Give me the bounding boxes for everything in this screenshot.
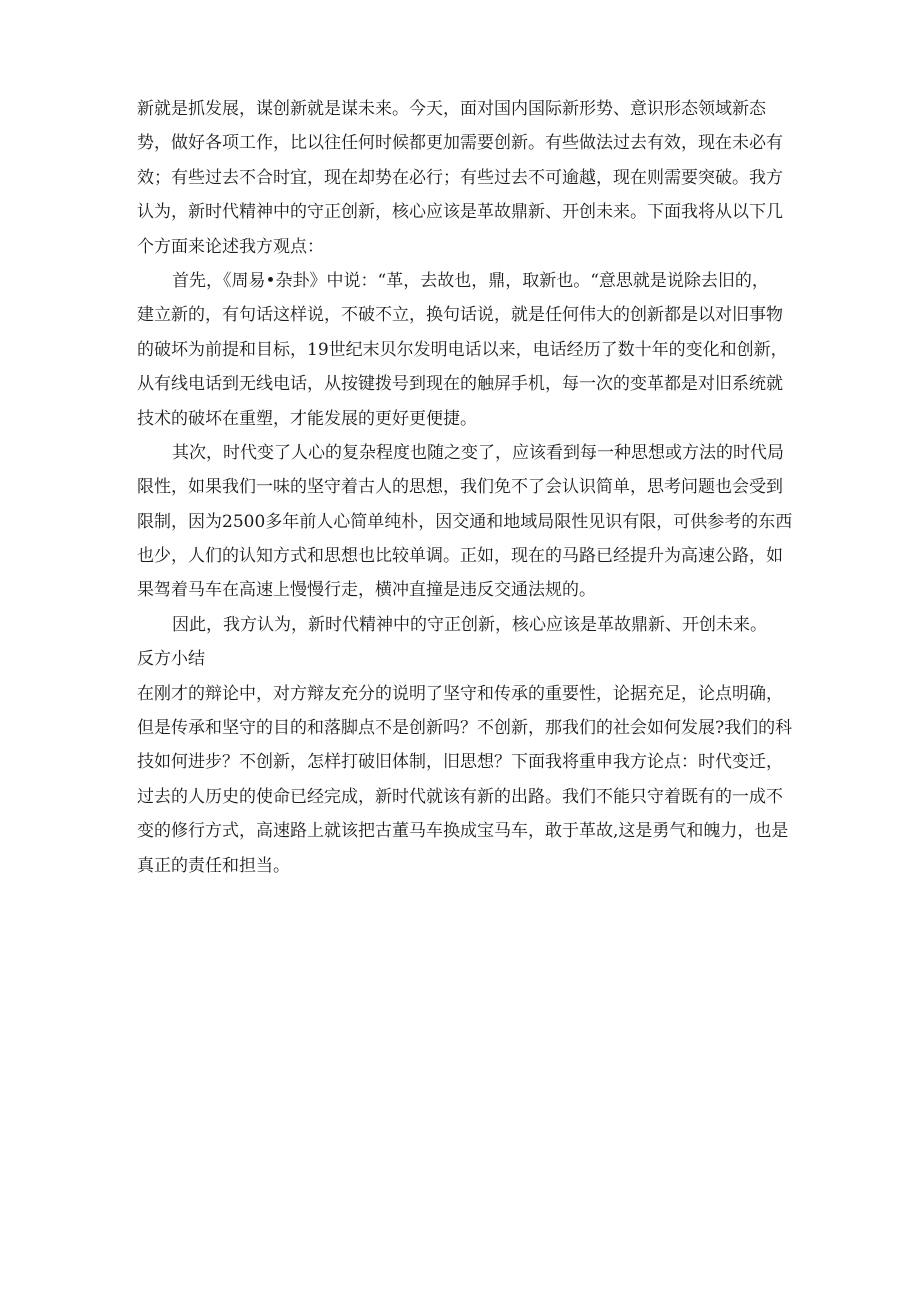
text-line: 在刚才的辩论中，对方辩友充分的说明了坚守和传承的重要性，论据充足，论点明确， bbox=[137, 683, 783, 704]
text-line: 变的修行方式，高速路上就该把古董马车换成宝马车，敢于革故,这是勇气和魄力，也是 bbox=[137, 821, 789, 842]
text-line: 势，做好各项工作，比以往任何时候都更加需要创新。有些做法过去有效，现在未必有 bbox=[137, 133, 783, 154]
text-line: 限制，因为2500多年前人心简单纯朴，因交通和地域局限性见识有限，可供参考的东西 bbox=[137, 511, 793, 532]
text-line: 技术的破坏在重塑，才能发展的更好更便捷。 bbox=[137, 408, 477, 429]
text-line: 真正的责任和担当。 bbox=[137, 855, 290, 876]
text-line: 效；有些过去不合时宜，现在却势在必行；有些过去不可逾越，现在则需要突破。我方 bbox=[137, 167, 783, 188]
text-line: 个方面来论述我方观点： bbox=[137, 236, 324, 257]
text-line: 认为，新时代精神中的守正创新，核心应该是革故鼎新、开创未来。下面我将从以下几 bbox=[137, 202, 783, 223]
text-line: 技如何进步？不创新，怎样打破旧体制，旧思想？下面我将重申我方论点：时代变迁， bbox=[137, 752, 783, 773]
text-line: 也少，人们的认知方式和思想也比较单调。正如，现在的马路已经提升为高速公路，如 bbox=[137, 546, 783, 567]
text-line: 新就是抓发展，谋创新就是谋未来。今天，面对国内国际新形势、意识形态领域新态 bbox=[137, 99, 766, 119]
text-line: 因此，我方认为，新时代精神中的守正创新，核心应该是革故鼎新、开创未来。 bbox=[172, 614, 767, 635]
text-line: 从有线电话到无线电话，从按键拨号到现在的触屏手机，每一次的变革都是对旧系统就 bbox=[137, 374, 783, 395]
text-line: 的破坏为前提和目标，19世纪末贝尔发明电话以来，电话经历了数十年的变化和创新， bbox=[137, 339, 788, 360]
text-line: 建立新的，有句话这样说，不破不立，换句话说，就是任何伟大的创新都是以对旧事物 bbox=[137, 305, 783, 326]
text-line: 其次，时代变了人心的复杂程度也随之变了，应该看到每一种思想或方法的时代局 bbox=[172, 442, 784, 463]
text-line: 限性，如果我们一味的坚守着古人的思想，我们免不了会认识简单，思考问题也会受到 bbox=[137, 477, 783, 498]
text-line: 反方小结 bbox=[137, 649, 205, 670]
text-line: 但是传承和坚守的目的和落脚点不是创新吗？不创新，那我们的社会如何发展?我们的科 bbox=[137, 718, 793, 739]
text-line: 首先，《周易•杂卦》中说：“革，去故也，鼎，取新也。“意思就是说除去旧的， bbox=[172, 270, 769, 291]
text-line: 过去的人历史的使命已经完成，新时代就该有新的出路。我们不能只守着既有的一成不 bbox=[137, 786, 783, 807]
document-body bbox=[137, 92, 793, 883]
text-line: 果驾着马车在高速上慢慢行走，横冲直撞是违反交通法规的。 bbox=[137, 580, 596, 601]
